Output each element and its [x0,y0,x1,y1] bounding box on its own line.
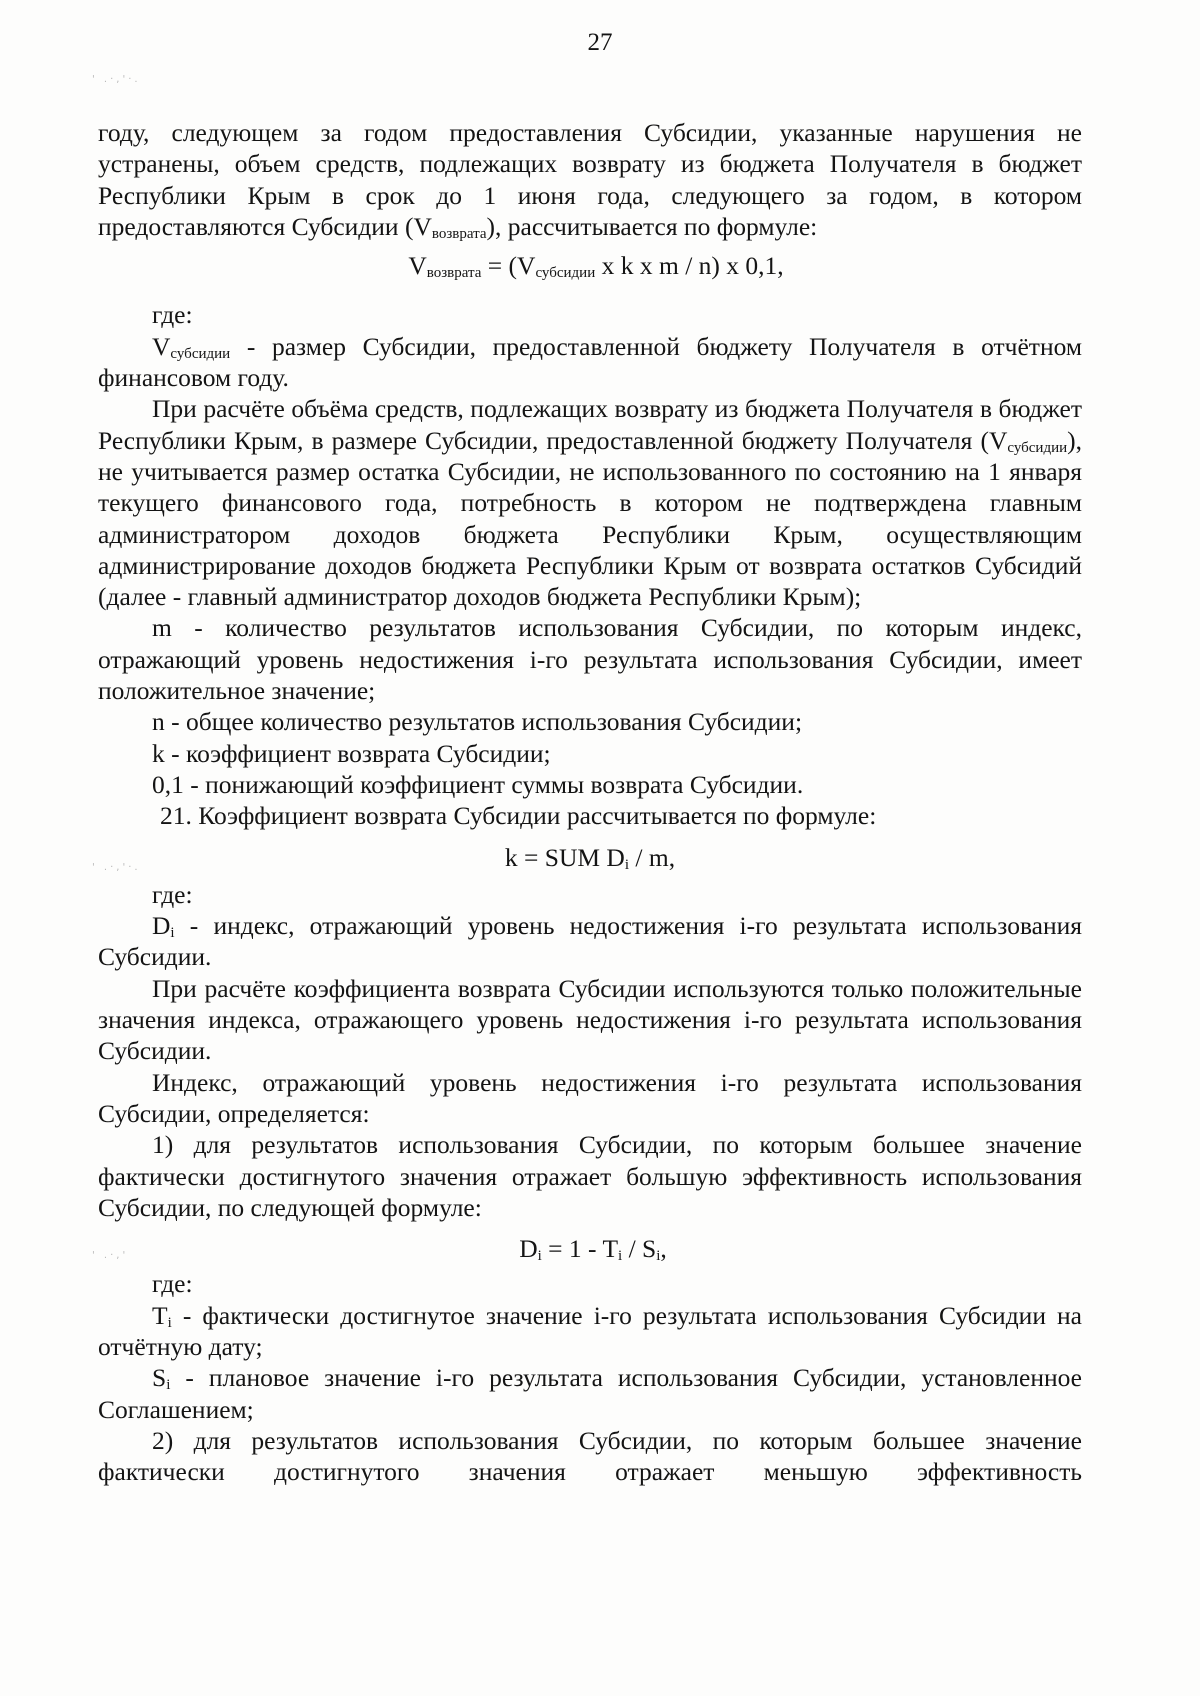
definition-ti [98,1300,1082,1363]
formula-text: / S [622,1234,657,1264]
subscript: i [167,1314,172,1331]
definition-coefficient: 0,1 - понижающий коэффициент суммы возврата Субсидии. [152,769,804,799]
subscript: субсидии [535,265,596,282]
formula-text: = (V [481,251,536,281]
symbol: D [152,911,171,941]
where-label: где: [152,1269,193,1299]
scan-speck: ' .·,'·. [92,862,141,873]
formula-text: x k x m / n) x 0,1, [595,251,784,281]
definition-n: n - общее количество результатов использования Субсидии; [152,707,803,737]
symbol: S [152,1363,167,1393]
symbol: T [152,1300,168,1330]
paragraph-index: Индекс, отражающий уровень недостижения i-го результата использования Субсидии, определяется: [98,1067,1082,1128]
subscript: субсидии [1007,439,1068,456]
definition-text: - индекс, отражающий уровень недостижения i-го результата использования Субсидии. [98,911,1082,972]
subscript: i [537,1248,542,1265]
subscript: i [656,1248,661,1265]
subscript: субсидии [170,345,231,362]
paragraph-text: ), не учитывается размер остатка Субсидии, не использованного по состоянию на 1 января текущего финансового года, потребность в котором не подтверждена главным администратором доходов бюджета Республики Крым, осуществляющим администрирование доходов бюджета Республики Крым от возврата остатков Субсидий (далее - главный администратор доходов бюджета Республики Крым); [98,425,1082,612]
formula-text: = 1 - T [541,1234,619,1264]
formula-text: V [408,251,427,281]
paragraph-continuation [98,117,1082,242]
subscript: возврата [426,265,482,282]
subscript: i [170,925,175,942]
paragraph-text: ), рассчитывается по формуле: [486,211,818,241]
page-number: 27 [587,29,613,56]
definition-text: - плановое значение i-го результата использования Субсидии, установленное Соглашением; [98,1363,1082,1424]
paragraph-text: При расчёте объёма средств, подлежащих возврату из бюджета Получателя в бюджет Республики Крым, в размере Субсидии, предоставленной бюджету Получателя (V [98,394,1082,455]
definition-k: k - коэффициент возврата Субсидии; [152,738,551,768]
formula-text: D [519,1234,538,1264]
where-label: где: [152,879,193,909]
formula-text: / m, [629,842,676,872]
formula-text: , [660,1234,667,1264]
paragraph-positive-values: При расчёте коэффициента возврата Субсидии используются только положительные значения индекса, отражающего уровень недостижения i-го результата использования Субсидии. [98,973,1082,1066]
paragraph-text: году, следующем за годом предоставления Субсидии, указанные нарушения не устранены, объем средств, подлежащих возврату из бюджета Получателя в бюджет Республики Крым в срок до 1 июня года, следующего за годом, в котором предоставляются Субсидии (V [98,118,1082,241]
subscript: i [624,856,630,873]
document-body [98,117,1082,1487]
definition-vsubsidy [98,331,1082,394]
formula-text: k = SUM D [504,842,625,872]
case-1: 1) для результатов использования Субсидии, по которым большее значение фактически достигнутого значения отражает большую эффективность использования Субсидии, по следующей формуле: [98,1130,1082,1222]
definition-si [98,1362,1082,1425]
scan-speck: ' .·,' [92,1250,129,1261]
formula-return-volume [98,250,1082,281]
definition-di [98,910,1082,973]
case-2: 2) для результатов использования Субсидии, по которым большее значение фактически достигнутого значения отражает меньшую эффективность [98,1425,1082,1487]
definition-m: m - количество результатов использования Субсидии, по которым индекс, отражающий уровень недостижения i-го результата использования Субсидии, имеет положительное значение; [98,613,1082,706]
definition-text: - размер Субсидии, предоставленной бюджету Получателя в отчётном финансовом году. [98,331,1082,393]
formula-return-coefficient [98,842,1082,873]
subscript: i [618,1248,623,1265]
where-label: где: [152,300,193,330]
scan-speck: ' .·,'·. [92,74,141,85]
symbol: V [152,331,171,361]
item-21: 21. Коэффициент возврата Субсидии рассчитывается по формуле: [160,801,877,831]
subscript: возврата [431,225,487,242]
definition-text: - фактически достигнутое значение i-го результата использования Субсидии на отчётную дату; [98,1300,1082,1361]
subscript: i [166,1377,171,1394]
formula-index [98,1233,1082,1264]
paragraph-calculation [98,393,1082,612]
